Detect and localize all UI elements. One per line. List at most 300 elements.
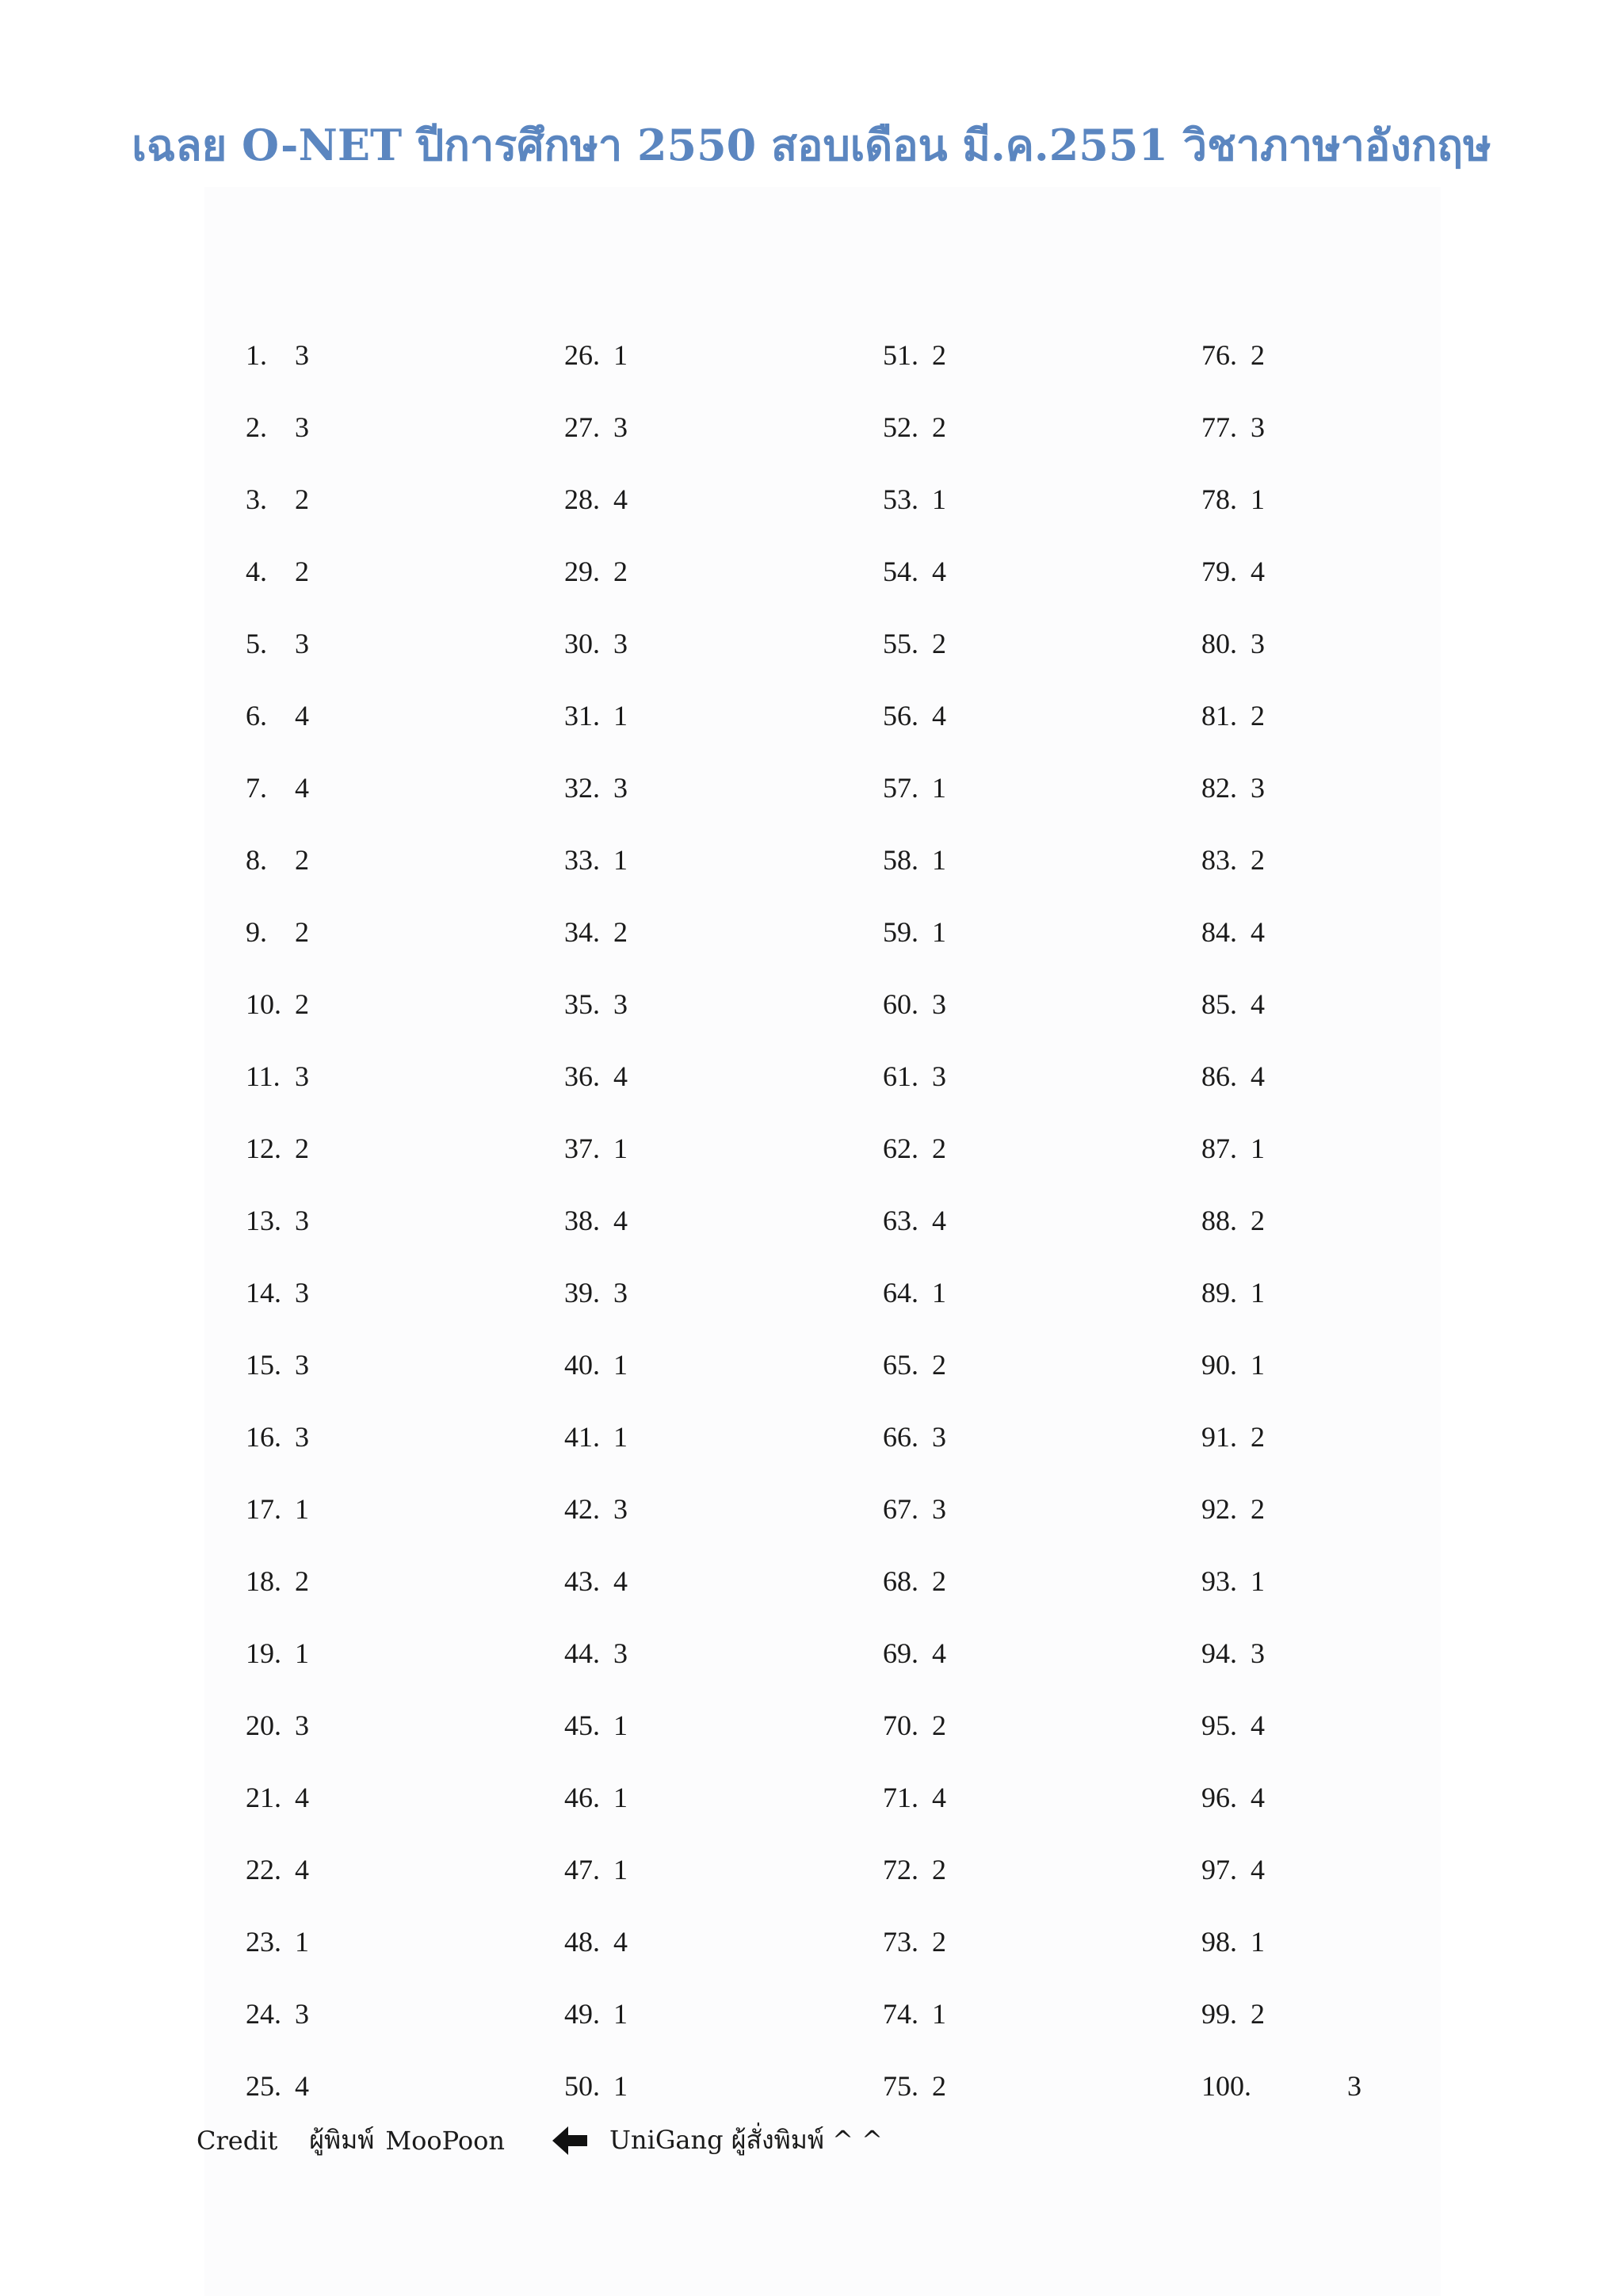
answer-choice: 3 (295, 1205, 309, 1236)
answer-choice: 4 (932, 556, 946, 587)
answer-item (1201, 766, 1520, 810)
answer-item (564, 333, 883, 377)
answer-item (246, 1270, 564, 1315)
question-number: 65. (883, 1349, 918, 1381)
answer-item (1201, 693, 1520, 738)
answer-item (246, 1198, 564, 1243)
answer-item (883, 1847, 1201, 1892)
answer-choice: 1 (613, 339, 628, 371)
question-number: 100. (1201, 2070, 1251, 2102)
answer-item (883, 693, 1201, 738)
question-number: 71. (883, 1782, 918, 1813)
answer-choice: 3 (932, 1493, 946, 1525)
question-number: 27. (564, 411, 600, 443)
answer-choice: 1 (613, 1710, 628, 1741)
answer-item (246, 1126, 564, 1171)
answer-choice: 4 (295, 1782, 309, 1813)
question-number: 46. (564, 1782, 600, 1813)
answer-choice: 2 (295, 483, 309, 515)
answer-item (246, 1415, 564, 1459)
printer-label: ผู้พิมพ์ (309, 2125, 375, 2155)
question-number: 89. (1201, 1277, 1237, 1308)
question-number: 75. (883, 2070, 918, 2102)
answer-choice: 1 (295, 1493, 309, 1525)
answer-item (1201, 1487, 1520, 1531)
answer-item (564, 1703, 883, 1748)
answer-choice: 3 (295, 1421, 309, 1453)
answer-item (564, 1992, 883, 2036)
question-number: 24. (246, 1998, 281, 2030)
answer-choice: 3 (295, 1277, 309, 1308)
answer-item (1201, 549, 1520, 594)
question-number: 37. (564, 1133, 600, 1164)
answer-item (564, 1415, 883, 1459)
answer-item (246, 333, 564, 377)
question-number: 93. (1201, 1565, 1237, 1597)
answer-item (883, 333, 1201, 377)
answer-item (1201, 1775, 1520, 1820)
answer-item (1201, 1559, 1520, 1603)
answer-choice: 3 (295, 1710, 309, 1741)
question-number: 35. (564, 988, 600, 1020)
question-number: 78. (1201, 483, 1237, 515)
question-number: 70. (883, 1710, 918, 1741)
answer-item (246, 1992, 564, 2036)
question-number: 69. (883, 1637, 918, 1669)
answer-choice: 4 (613, 1205, 628, 1236)
question-number: 73. (883, 1926, 918, 1958)
answer-item (1201, 1631, 1520, 1675)
answer-item (564, 2064, 883, 2108)
question-number: 25. (246, 2070, 281, 2102)
answer-choice: 1 (613, 1421, 628, 1453)
question-number: 43. (564, 1565, 600, 1597)
answer-item (883, 766, 1201, 810)
question-number: 11. (246, 1060, 281, 1092)
answer-choice: 2 (1251, 339, 1265, 371)
question-number: 34. (564, 916, 600, 948)
question-number: 50. (564, 2070, 600, 2102)
answer-item (1201, 2064, 1520, 2108)
answer-choice: 1 (1251, 1277, 1265, 1308)
question-number: 6. (246, 700, 267, 732)
answer-choice: 1 (613, 1998, 628, 2030)
page-title: เฉลย O-NET ปีการศึกษา 2550 สอบเดือน มี.ค.2551 วิชาภาษาอังกฤษ (132, 120, 1491, 170)
answer-choice: 1 (932, 483, 946, 515)
answer-choice: 2 (932, 339, 946, 371)
question-number: 38. (564, 1205, 600, 1236)
answer-item (564, 1487, 883, 1531)
question-number: 36. (564, 1060, 600, 1092)
footer-credit (197, 2120, 883, 2160)
question-number: 48. (564, 1926, 600, 1958)
answer-item (246, 1703, 564, 1748)
answer-item (1201, 477, 1520, 521)
answer-choice: 2 (613, 556, 628, 587)
question-number: 12. (246, 1133, 281, 1164)
answer-item (883, 910, 1201, 954)
answer-item (883, 1343, 1201, 1387)
answer-item (883, 1487, 1201, 1531)
answer-choice: 1 (932, 844, 946, 876)
answer-item (1201, 838, 1520, 882)
answer-choice: 2 (932, 2070, 946, 2102)
answer-choice: 3 (932, 1060, 946, 1092)
question-number: 22. (246, 1854, 281, 1885)
answer-choice: 3 (295, 1998, 309, 2030)
answer-choice: 3 (932, 988, 946, 1020)
answer-item (564, 621, 883, 666)
answer-choice: 4 (295, 1854, 309, 1885)
answer-item (246, 1487, 564, 1531)
answer-item (246, 1631, 564, 1675)
question-number: 98. (1201, 1926, 1237, 1958)
answer-choice: 4 (1251, 988, 1265, 1020)
answer-choice: 1 (932, 1277, 946, 1308)
answer-item (246, 477, 564, 521)
answer-item (883, 1631, 1201, 1675)
answer-item (883, 477, 1201, 521)
question-number: 31. (564, 700, 600, 732)
question-number: 17. (246, 1493, 281, 1525)
answer-choice: 3 (613, 1637, 628, 1669)
question-number: 84. (1201, 916, 1237, 948)
answer-choice: 1 (613, 1782, 628, 1813)
answer-item (564, 1559, 883, 1603)
answer-item (883, 1559, 1201, 1603)
answer-choice: 2 (1251, 700, 1265, 732)
answer-item (246, 693, 564, 738)
question-number: 92. (1201, 1493, 1237, 1525)
question-number: 20. (246, 1710, 281, 1741)
question-number: 86. (1201, 1060, 1237, 1092)
question-number: 79. (1201, 556, 1237, 587)
question-number: 23. (246, 1926, 281, 1958)
answer-item (246, 405, 564, 449)
answer-choice: 2 (295, 1133, 309, 1164)
question-number: 88. (1201, 1205, 1237, 1236)
question-number: 30. (564, 628, 600, 659)
question-number: 56. (883, 700, 918, 732)
answer-item (883, 1126, 1201, 1171)
answer-choice: 3 (295, 411, 309, 443)
answer-choice: 4 (932, 1637, 946, 1669)
answer-choice: 2 (932, 1133, 946, 1164)
question-number: 40. (564, 1349, 600, 1381)
answer-item (883, 982, 1201, 1026)
answer-item (246, 2064, 564, 2108)
answer-item (246, 549, 564, 594)
answer-choice: 1 (613, 700, 628, 732)
answer-choice: 3 (295, 1349, 309, 1381)
answer-choice: 1 (1251, 1565, 1265, 1597)
answer-choice: 1 (295, 1637, 309, 1669)
answer-choice: 2 (932, 1349, 946, 1381)
question-number: 77. (1201, 411, 1237, 443)
answer-item (564, 405, 883, 449)
printer-name: MooPoon (385, 2125, 505, 2156)
question-number: 87. (1201, 1133, 1237, 1164)
answer-item (564, 910, 883, 954)
answer-choice: 3 (295, 1060, 309, 1092)
answer-choice: 2 (295, 988, 309, 1020)
question-number: 54. (883, 556, 918, 587)
question-number: 4. (246, 556, 267, 587)
question-number: 33. (564, 844, 600, 876)
answer-choice: 3 (1251, 628, 1265, 659)
answer-item (564, 1126, 883, 1171)
answer-item (1201, 1198, 1520, 1243)
answer-choice: 1 (613, 2070, 628, 2102)
answer-item (564, 1847, 883, 1892)
answer-choice: 3 (1251, 772, 1265, 804)
question-number: 61. (883, 1060, 918, 1092)
answer-item (883, 1992, 1201, 2036)
answer-choice: 3 (295, 628, 309, 659)
question-number: 28. (564, 483, 600, 515)
answer-key-grid (246, 333, 1520, 2136)
question-number: 7. (246, 772, 267, 804)
answer-item (883, 549, 1201, 594)
question-number: 82. (1201, 772, 1237, 804)
answer-item (564, 1775, 883, 1820)
answer-choice: 1 (295, 1926, 309, 1958)
answer-item (883, 1054, 1201, 1098)
question-number: 15. (246, 1349, 281, 1381)
answer-item (1201, 1920, 1520, 1964)
answer-item (1201, 333, 1520, 377)
answer-choice: 4 (932, 1782, 946, 1813)
answer-item (564, 982, 883, 1026)
question-number: 8. (246, 844, 267, 876)
answer-choice: 3 (613, 772, 628, 804)
question-number: 42. (564, 1493, 600, 1525)
question-number: 64. (883, 1277, 918, 1308)
question-number: 10. (246, 988, 281, 1020)
answer-choice: 2 (613, 916, 628, 948)
answer-item (1201, 405, 1520, 449)
answer-choice: 4 (1251, 1060, 1265, 1092)
answer-item (246, 910, 564, 954)
answer-item (1201, 1992, 1520, 2036)
question-number: 9. (246, 916, 267, 948)
answer-choice: 4 (1251, 916, 1265, 948)
question-number: 32. (564, 772, 600, 804)
answer-item (246, 766, 564, 810)
question-number: 47. (564, 1854, 600, 1885)
answer-choice: 4 (1251, 556, 1265, 587)
question-number: 21. (246, 1782, 281, 1813)
answer-choice: 2 (1251, 1205, 1265, 1236)
answer-choice: 2 (932, 628, 946, 659)
answer-choice: 1 (613, 1854, 628, 1885)
answer-item (246, 1054, 564, 1098)
answer-item (1201, 982, 1520, 1026)
answer-choice: 3 (613, 1493, 628, 1525)
question-number: 3. (246, 483, 267, 515)
answer-choice: 1 (613, 1133, 628, 1164)
question-number: 53. (883, 483, 918, 515)
answer-choice: 1 (932, 772, 946, 804)
answer-choice: 3 (1251, 1637, 1265, 1669)
question-number: 1. (246, 339, 267, 371)
question-number: 52. (883, 411, 918, 443)
answer-choice: 2 (1251, 1421, 1265, 1453)
question-number: 95. (1201, 1710, 1237, 1741)
question-number: 18. (246, 1565, 281, 1597)
answer-choice: 2 (1251, 1998, 1265, 2030)
answer-choice: 4 (295, 2070, 309, 2102)
question-number: 16. (246, 1421, 281, 1453)
answer-choice: 2 (1251, 1493, 1265, 1525)
answer-choice: 4 (932, 1205, 946, 1236)
answer-choice: 2 (1251, 844, 1265, 876)
answer-choice: 3 (613, 628, 628, 659)
question-number: 99. (1201, 1998, 1237, 2030)
question-number: 62. (883, 1133, 918, 1164)
answer-choice: 1 (1251, 483, 1265, 515)
question-number: 49. (564, 1998, 600, 2030)
answer-item (1201, 621, 1520, 666)
answer-item (246, 838, 564, 882)
answer-item (564, 1920, 883, 1964)
answer-choice: 4 (613, 1926, 628, 1958)
answer-choice: 3 (613, 988, 628, 1020)
answer-choice: 2 (932, 1926, 946, 1958)
answer-choice: 1 (1251, 1349, 1265, 1381)
answer-item (564, 693, 883, 738)
answer-item (1201, 1054, 1520, 1098)
answer-choice: 2 (932, 1854, 946, 1885)
answer-item (1201, 1126, 1520, 1171)
question-number: 96. (1201, 1782, 1237, 1813)
answer-item (246, 1343, 564, 1387)
answer-choice: 2 (932, 1710, 946, 1741)
question-number: 58. (883, 844, 918, 876)
answer-item (246, 1775, 564, 1820)
question-number: 67. (883, 1493, 918, 1525)
answer-item (883, 621, 1201, 666)
question-number: 66. (883, 1421, 918, 1453)
answer-item (883, 2064, 1201, 2108)
answer-choice: 1 (613, 1349, 628, 1381)
answer-item (883, 1920, 1201, 1964)
question-number: 85. (1201, 988, 1237, 1020)
answer-choice: 3 (1347, 2070, 1361, 2102)
question-number: 72. (883, 1854, 918, 1885)
answer-choice: 4 (295, 772, 309, 804)
question-number: 97. (1201, 1854, 1237, 1885)
answer-choice: 3 (932, 1421, 946, 1453)
question-number: 68. (883, 1565, 918, 1597)
answer-choice: 3 (613, 1277, 628, 1308)
question-number: 44. (564, 1637, 600, 1669)
question-number: 94. (1201, 1637, 1237, 1669)
answer-choice: 4 (613, 1565, 628, 1597)
question-number: 76. (1201, 339, 1237, 371)
answer-choice: 1 (932, 916, 946, 948)
question-number: 26. (564, 339, 600, 371)
answer-item (1201, 1847, 1520, 1892)
answer-item (883, 1198, 1201, 1243)
answer-item (883, 1703, 1201, 1748)
answer-choice: 2 (932, 1565, 946, 1597)
answer-choice: 2 (932, 411, 946, 443)
answer-item (1201, 1343, 1520, 1387)
answer-item (246, 1847, 564, 1892)
answer-choice: 4 (1251, 1710, 1265, 1741)
question-number: 2. (246, 411, 267, 443)
question-number: 90. (1201, 1349, 1237, 1381)
question-number: 5. (246, 628, 267, 659)
question-number: 83. (1201, 844, 1237, 876)
answer-item (246, 982, 564, 1026)
answer-item (1201, 910, 1520, 954)
answer-choice: 1 (1251, 1926, 1265, 1958)
question-number: 14. (246, 1277, 281, 1308)
answer-item (564, 477, 883, 521)
question-number: 81. (1201, 700, 1237, 732)
question-number: 39. (564, 1277, 600, 1308)
answer-choice: 4 (295, 700, 309, 732)
question-number: 51. (883, 339, 918, 371)
answer-item (883, 1270, 1201, 1315)
answer-choice: 2 (295, 916, 309, 948)
answer-choice: 2 (295, 556, 309, 587)
answer-choice: 2 (295, 844, 309, 876)
orderer-text: UniGang ผู้สั่งพิมพ์ ^ ^ (609, 2125, 883, 2155)
left-arrow-icon (551, 2125, 589, 2157)
answer-choice: 3 (295, 339, 309, 371)
credit-label: Credit (197, 2125, 278, 2156)
answer-item (1201, 1703, 1520, 1748)
question-number: 60. (883, 988, 918, 1020)
answer-choice: 4 (613, 483, 628, 515)
answer-item (883, 838, 1201, 882)
answer-item (246, 621, 564, 666)
question-number: 80. (1201, 628, 1237, 659)
answer-item (246, 1920, 564, 1964)
answer-item (564, 1631, 883, 1675)
answer-choice: 4 (1251, 1782, 1265, 1813)
answer-item (564, 1270, 883, 1315)
answer-item (1201, 1270, 1520, 1315)
answer-item (883, 1415, 1201, 1459)
answer-choice: 1 (613, 844, 628, 876)
question-number: 13. (246, 1205, 281, 1236)
answer-choice: 4 (932, 700, 946, 732)
answer-item (564, 1343, 883, 1387)
answer-item (883, 1775, 1201, 1820)
answer-item (564, 1198, 883, 1243)
question-number: 63. (883, 1205, 918, 1236)
question-number: 55. (883, 628, 918, 659)
answer-choice: 3 (1251, 411, 1265, 443)
question-number: 41. (564, 1421, 600, 1453)
question-number: 74. (883, 1998, 918, 2030)
answer-choice: 4 (613, 1060, 628, 1092)
answer-item (564, 549, 883, 594)
answer-choice: 1 (932, 1998, 946, 2030)
answer-item (564, 838, 883, 882)
question-number: 59. (883, 916, 918, 948)
answer-item (1201, 1415, 1520, 1459)
answer-item (564, 766, 883, 810)
answer-choice: 2 (295, 1565, 309, 1597)
answer-item (883, 405, 1201, 449)
question-number: 45. (564, 1710, 600, 1741)
answer-choice: 4 (1251, 1854, 1265, 1885)
